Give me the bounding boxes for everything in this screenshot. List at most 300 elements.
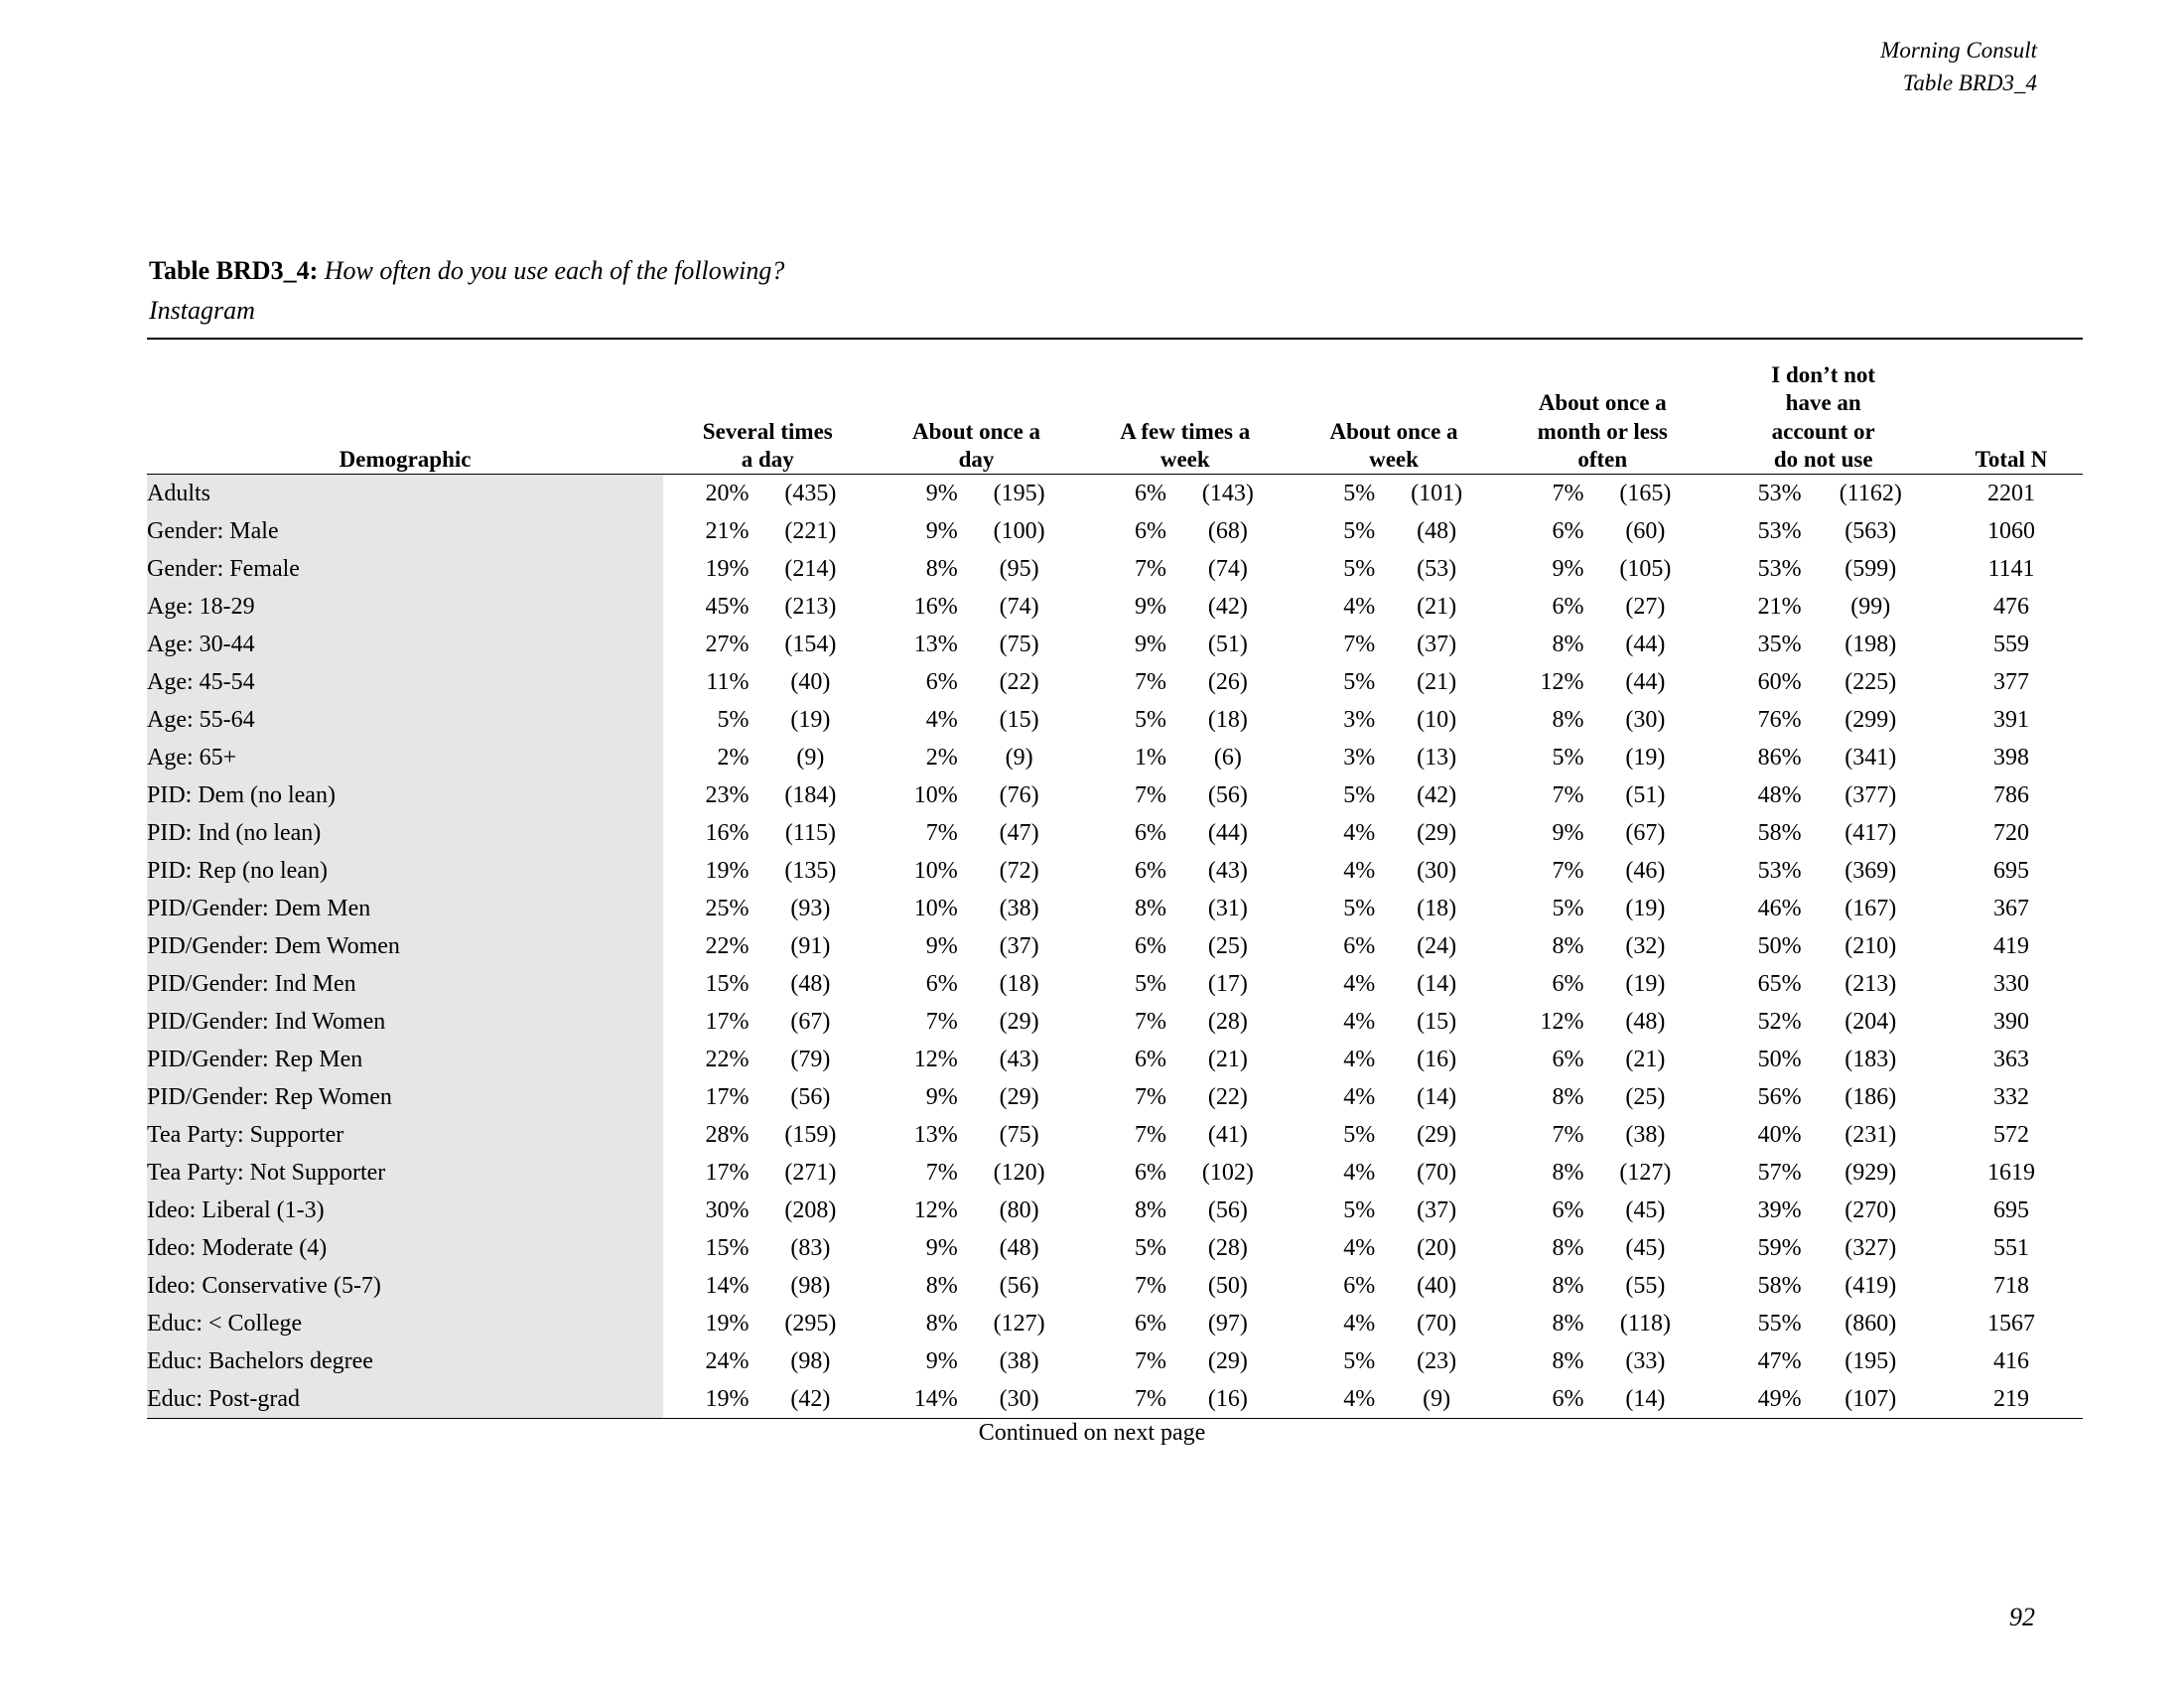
cell-total-n: 330 — [1993, 971, 2029, 998]
cell-count-several-times-a-day: (115) — [784, 820, 836, 847]
row-demographic-label: PID/Gender: Ind Women — [147, 1003, 663, 1041]
cell-percent-several-times-a-day: 28% — [705, 1122, 750, 1149]
cell-count-about-once-a-month-or-less: (32) — [1625, 933, 1666, 960]
cell-count-about-once-a-day: (75) — [999, 632, 1039, 658]
row-demographic-label: Ideo: Moderate (4) — [147, 1229, 663, 1267]
cell-count-about-once-a-month-or-less: (48) — [1625, 1009, 1666, 1036]
cell-total-n: 695 — [1993, 858, 2029, 885]
cell-count-a-few-times-a-week: (18) — [1207, 707, 1248, 734]
table-header-row — [147, 361, 2083, 474]
cell-total-n: 1567 — [1987, 1311, 2035, 1337]
table-row — [147, 1116, 2083, 1154]
table-row — [147, 1380, 2083, 1419]
cell-count-about-once-a-month-or-less: (19) — [1625, 745, 1666, 772]
cell-percent-several-times-a-day: 17% — [705, 1084, 750, 1111]
table-row — [147, 965, 2083, 1003]
cell-count-a-few-times-a-week: (29) — [1207, 1348, 1248, 1375]
cell-count-about-once-a-day: (80) — [999, 1197, 1039, 1224]
cell-count-about-once-a-week: (13) — [1417, 745, 1457, 772]
cell-count-several-times-a-day: (40) — [790, 669, 831, 696]
row-demographic-label: Tea Party: Supporter — [147, 1116, 663, 1154]
cell-percent-about-once-a-month-or-less: 5% — [1552, 745, 1584, 772]
cell-count-a-few-times-a-week: (21) — [1207, 1047, 1248, 1073]
cell-count-no-account-or-do-not-use: (341) — [1844, 745, 1897, 772]
cell-count-several-times-a-day: (56) — [790, 1084, 831, 1111]
table-row — [147, 588, 2083, 626]
cell-count-about-once-a-month-or-less: (33) — [1625, 1348, 1666, 1375]
cell-percent-no-account-or-do-not-use: 76% — [1757, 707, 1802, 734]
column-header-a-few-times-a-week: A few times a week — [1120, 418, 1251, 472]
cell-percent-a-few-times-a-week: 6% — [1134, 858, 1166, 885]
cell-percent-several-times-a-day: 19% — [705, 1311, 750, 1337]
cell-total-n: 718 — [1993, 1273, 2029, 1300]
cell-total-n: 219 — [1993, 1386, 2029, 1413]
cell-count-about-once-a-week: (29) — [1417, 1122, 1457, 1149]
row-demographic-label: Tea Party: Not Supporter — [147, 1154, 663, 1192]
cell-count-no-account-or-do-not-use: (99) — [1850, 594, 1891, 621]
cell-count-several-times-a-day: (208) — [784, 1197, 837, 1224]
cell-percent-no-account-or-do-not-use: 65% — [1757, 971, 1802, 998]
cell-count-about-once-a-week: (14) — [1417, 1084, 1457, 1111]
cell-percent-a-few-times-a-week: 7% — [1134, 1273, 1166, 1300]
cell-count-a-few-times-a-week: (42) — [1207, 594, 1248, 621]
cell-percent-about-once-a-month-or-less: 7% — [1552, 858, 1584, 885]
cell-total-n: 391 — [1993, 707, 2029, 734]
cell-count-about-once-a-day: (100) — [993, 518, 1045, 545]
cell-percent-a-few-times-a-week: 7% — [1134, 1122, 1166, 1149]
column-header-demographic: Demographic — [339, 446, 472, 472]
cell-percent-about-once-a-day: 6% — [925, 971, 958, 998]
row-demographic-label: Age: 65+ — [147, 739, 663, 776]
cell-count-several-times-a-day: (214) — [784, 556, 837, 583]
cell-count-about-once-a-month-or-less: (105) — [1619, 556, 1672, 583]
table-row — [147, 550, 2083, 588]
column-header-about-once-a-week: About once a week — [1329, 418, 1458, 472]
cell-count-about-once-a-week: (53) — [1417, 556, 1457, 583]
cell-count-several-times-a-day: (184) — [784, 782, 837, 809]
cell-count-about-once-a-month-or-less: (165) — [1619, 481, 1672, 507]
survey-table — [147, 338, 2083, 1419]
cell-count-about-once-a-week: (70) — [1417, 1160, 1457, 1187]
cell-percent-a-few-times-a-week: 6% — [1134, 481, 1166, 507]
cell-percent-about-once-a-week: 4% — [1343, 1311, 1376, 1337]
cell-percent-several-times-a-day: 19% — [705, 556, 750, 583]
row-demographic-label: Educ: Post-grad — [147, 1380, 663, 1419]
cell-total-n: 363 — [1993, 1047, 2029, 1073]
cell-count-no-account-or-do-not-use: (231) — [1844, 1122, 1897, 1149]
cell-percent-no-account-or-do-not-use: 52% — [1757, 1009, 1802, 1036]
cell-percent-no-account-or-do-not-use: 50% — [1757, 1047, 1802, 1073]
cell-percent-a-few-times-a-week: 5% — [1134, 971, 1166, 998]
cell-count-about-once-a-month-or-less: (55) — [1625, 1273, 1666, 1300]
cell-count-no-account-or-do-not-use: (270) — [1844, 1197, 1897, 1224]
cell-percent-about-once-a-day: 4% — [925, 707, 958, 734]
cell-count-several-times-a-day: (93) — [790, 896, 831, 922]
row-demographic-label: PID/Gender: Ind Men — [147, 965, 663, 1003]
cell-total-n: 332 — [1993, 1084, 2029, 1111]
page-number: 92 — [2009, 1603, 2035, 1631]
cell-percent-about-once-a-month-or-less: 6% — [1552, 971, 1584, 998]
cell-percent-about-once-a-day: 13% — [913, 632, 958, 658]
cell-count-about-once-a-day: (120) — [993, 1160, 1045, 1187]
table-row — [147, 475, 2083, 513]
cell-percent-about-once-a-month-or-less: 9% — [1552, 556, 1584, 583]
row-demographic-label: Adults — [147, 475, 663, 513]
row-demographic-label: PID: Ind (no lean) — [147, 814, 663, 852]
cell-percent-about-once-a-day: 2% — [925, 745, 958, 772]
cell-percent-a-few-times-a-week: 8% — [1134, 896, 1166, 922]
cell-percent-no-account-or-do-not-use: 35% — [1757, 632, 1802, 658]
cell-percent-about-once-a-month-or-less: 8% — [1552, 1348, 1584, 1375]
cell-count-about-once-a-day: (195) — [993, 481, 1045, 507]
cell-count-several-times-a-day: (295) — [784, 1311, 837, 1337]
cell-count-several-times-a-day: (98) — [790, 1348, 831, 1375]
cell-percent-about-once-a-week: 5% — [1343, 669, 1376, 696]
table-row — [147, 1305, 2083, 1342]
cell-count-about-once-a-day: (38) — [999, 896, 1039, 922]
cell-percent-about-once-a-month-or-less: 8% — [1552, 1084, 1584, 1111]
cell-count-a-few-times-a-week: (51) — [1207, 632, 1248, 658]
cell-count-about-once-a-month-or-less: (27) — [1625, 594, 1666, 621]
cell-count-several-times-a-day: (67) — [790, 1009, 831, 1036]
cell-count-several-times-a-day: (159) — [784, 1122, 837, 1149]
cell-percent-a-few-times-a-week: 6% — [1134, 933, 1166, 960]
cell-percent-about-once-a-week: 4% — [1343, 1084, 1376, 1111]
cell-percent-a-few-times-a-week: 9% — [1134, 594, 1166, 621]
cell-count-about-once-a-month-or-less: (44) — [1625, 669, 1666, 696]
cell-total-n: 551 — [1993, 1235, 2029, 1262]
cell-count-about-once-a-week: (29) — [1417, 820, 1457, 847]
cell-count-several-times-a-day: (271) — [784, 1160, 837, 1187]
cell-percent-a-few-times-a-week: 5% — [1134, 1235, 1166, 1262]
cell-count-about-once-a-day: (56) — [999, 1273, 1039, 1300]
table-row — [147, 1003, 2083, 1041]
cell-count-several-times-a-day: (48) — [790, 971, 831, 998]
cell-percent-about-once-a-week: 5% — [1343, 1348, 1376, 1375]
cell-percent-about-once-a-month-or-less: 9% — [1552, 820, 1584, 847]
cell-count-no-account-or-do-not-use: (210) — [1844, 933, 1897, 960]
row-demographic-label: Age: 30-44 — [147, 626, 663, 663]
cell-percent-about-once-a-month-or-less: 12% — [1540, 669, 1584, 696]
cell-percent-no-account-or-do-not-use: 57% — [1757, 1160, 1802, 1187]
cell-percent-no-account-or-do-not-use: 46% — [1757, 896, 1802, 922]
cell-count-several-times-a-day: (135) — [784, 858, 837, 885]
cell-total-n: 1619 — [1987, 1160, 2035, 1187]
cell-count-about-once-a-week: (21) — [1417, 594, 1457, 621]
cell-count-a-few-times-a-week: (102) — [1201, 1160, 1254, 1187]
cell-count-no-account-or-do-not-use: (369) — [1844, 858, 1897, 885]
row-demographic-label: PID/Gender: Dem Women — [147, 927, 663, 965]
table-row — [147, 1267, 2083, 1305]
cell-count-about-once-a-week: (42) — [1417, 782, 1457, 809]
table-row — [147, 1342, 2083, 1380]
cell-percent-about-once-a-month-or-less: 7% — [1552, 782, 1584, 809]
cell-count-a-few-times-a-week: (31) — [1207, 896, 1248, 922]
cell-total-n: 367 — [1993, 896, 2029, 922]
cell-count-no-account-or-do-not-use: (167) — [1844, 896, 1897, 922]
cell-count-about-once-a-month-or-less: (25) — [1625, 1084, 1666, 1111]
cell-count-about-once-a-day: (38) — [999, 1348, 1039, 1375]
cell-count-about-once-a-week: (40) — [1417, 1273, 1457, 1300]
cell-percent-about-once-a-week: 6% — [1343, 933, 1376, 960]
cell-count-about-once-a-day: (22) — [999, 669, 1039, 696]
cell-count-about-once-a-day: (30) — [999, 1386, 1039, 1413]
column-header-no-account-or-do-not-use: I don’t not have an account or do not use — [1771, 362, 1876, 472]
cell-percent-a-few-times-a-week: 1% — [1134, 745, 1166, 772]
row-demographic-label: Ideo: Liberal (1-3) — [147, 1192, 663, 1229]
cell-percent-no-account-or-do-not-use: 59% — [1757, 1235, 1802, 1262]
cell-percent-no-account-or-do-not-use: 40% — [1757, 1122, 1802, 1149]
cell-percent-no-account-or-do-not-use: 49% — [1757, 1386, 1802, 1413]
cell-count-about-once-a-day: (43) — [999, 1047, 1039, 1073]
cell-count-about-once-a-month-or-less: (14) — [1625, 1386, 1666, 1413]
cell-total-n: 390 — [1993, 1009, 2029, 1036]
cell-percent-several-times-a-day: 24% — [705, 1348, 750, 1375]
cell-percent-several-times-a-day: 22% — [705, 1047, 750, 1073]
cell-count-about-once-a-week: (37) — [1417, 632, 1457, 658]
cell-percent-about-once-a-day: 16% — [913, 594, 958, 621]
table-title-question: How often do you use each of the following? — [324, 256, 785, 285]
cell-percent-about-once-a-week: 4% — [1343, 594, 1376, 621]
cell-count-a-few-times-a-week: (44) — [1207, 820, 1248, 847]
cell-count-about-once-a-week: (37) — [1417, 1197, 1457, 1224]
cell-count-a-few-times-a-week: (17) — [1207, 971, 1248, 998]
cell-percent-about-once-a-month-or-less: 8% — [1552, 933, 1584, 960]
cell-total-n: 398 — [1993, 745, 2029, 772]
cell-percent-a-few-times-a-week: 6% — [1134, 1160, 1166, 1187]
row-demographic-label: Age: 18-29 — [147, 588, 663, 626]
cell-count-about-once-a-month-or-less: (51) — [1625, 782, 1666, 809]
cell-total-n: 559 — [1993, 632, 2029, 658]
cell-percent-several-times-a-day: 15% — [705, 971, 750, 998]
cell-percent-several-times-a-day: 2% — [717, 745, 750, 772]
cell-percent-about-once-a-month-or-less: 5% — [1552, 896, 1584, 922]
cell-percent-several-times-a-day: 45% — [705, 594, 750, 621]
cell-count-about-once-a-month-or-less: (127) — [1619, 1160, 1672, 1187]
cell-count-about-once-a-week: (70) — [1417, 1311, 1457, 1337]
cell-percent-a-few-times-a-week: 6% — [1134, 1047, 1166, 1073]
cell-percent-about-once-a-month-or-less: 6% — [1552, 1047, 1584, 1073]
row-demographic-label: PID: Rep (no lean) — [147, 852, 663, 890]
table-row — [147, 776, 2083, 814]
cell-percent-about-once-a-month-or-less: 8% — [1552, 632, 1584, 658]
cell-percent-several-times-a-day: 5% — [717, 707, 750, 734]
cell-percent-about-once-a-week: 5% — [1343, 896, 1376, 922]
cell-percent-several-times-a-day: 14% — [705, 1273, 750, 1300]
table-row — [147, 701, 2083, 739]
cell-count-about-once-a-month-or-less: (38) — [1625, 1122, 1666, 1149]
cell-total-n: 695 — [1993, 1197, 2029, 1224]
cell-percent-about-once-a-month-or-less: 6% — [1552, 594, 1584, 621]
cell-total-n: 1060 — [1987, 518, 2035, 545]
cell-count-several-times-a-day: (98) — [790, 1273, 831, 1300]
cell-percent-no-account-or-do-not-use: 53% — [1757, 518, 1802, 545]
cell-total-n: 377 — [1993, 669, 2029, 696]
cell-percent-about-once-a-week: 5% — [1343, 481, 1376, 507]
cell-count-no-account-or-do-not-use: (417) — [1844, 820, 1897, 847]
cell-count-about-once-a-month-or-less: (118) — [1619, 1311, 1671, 1337]
table-row — [147, 927, 2083, 965]
cell-count-a-few-times-a-week: (56) — [1207, 782, 1248, 809]
cell-percent-a-few-times-a-week: 7% — [1134, 669, 1166, 696]
cell-percent-no-account-or-do-not-use: 48% — [1757, 782, 1802, 809]
cell-percent-about-once-a-week: 3% — [1343, 707, 1376, 734]
cell-percent-about-once-a-day: 7% — [925, 820, 958, 847]
cell-percent-about-once-a-month-or-less: 6% — [1552, 1197, 1584, 1224]
cell-count-about-once-a-month-or-less: (60) — [1625, 518, 1666, 545]
cell-total-n: 416 — [1993, 1348, 2029, 1375]
column-header-total-n: Total N — [1975, 446, 2048, 472]
cell-count-no-account-or-do-not-use: (860) — [1844, 1311, 1897, 1337]
cell-count-about-once-a-month-or-less: (45) — [1625, 1197, 1666, 1224]
running-head-publisher: Morning Consult — [1880, 38, 2037, 63]
cell-percent-about-once-a-day: 9% — [925, 1084, 958, 1111]
cell-count-a-few-times-a-week: (143) — [1201, 481, 1254, 507]
cell-percent-about-once-a-week: 7% — [1343, 632, 1376, 658]
cell-percent-several-times-a-day: 16% — [705, 820, 750, 847]
cell-count-about-once-a-day: (47) — [999, 820, 1039, 847]
row-demographic-label: Ideo: Conservative (5-7) — [147, 1267, 663, 1305]
cell-count-several-times-a-day: (19) — [790, 707, 831, 734]
column-header-about-once-a-month-or-less: About once a month or less often — [1537, 390, 1668, 472]
cell-percent-about-once-a-day: 8% — [925, 1311, 958, 1337]
cell-count-about-once-a-month-or-less: (19) — [1625, 896, 1666, 922]
cell-percent-a-few-times-a-week: 6% — [1134, 518, 1166, 545]
cell-count-no-account-or-do-not-use: (225) — [1844, 669, 1897, 696]
cell-count-several-times-a-day: (42) — [790, 1386, 831, 1413]
cell-percent-about-once-a-week: 4% — [1343, 820, 1376, 847]
cell-percent-a-few-times-a-week: 7% — [1134, 1084, 1166, 1111]
cell-count-about-once-a-week: (16) — [1417, 1047, 1457, 1073]
running-head-table-ref: Table BRD3_4 — [1902, 70, 2037, 96]
cell-percent-about-once-a-month-or-less: 7% — [1552, 1122, 1584, 1149]
cell-percent-no-account-or-do-not-use: 86% — [1757, 745, 1802, 772]
cell-percent-about-once-a-week: 5% — [1343, 556, 1376, 583]
cell-percent-about-once-a-day: 9% — [925, 1348, 958, 1375]
cell-percent-about-once-a-week: 4% — [1343, 858, 1376, 885]
cell-count-about-once-a-week: (10) — [1417, 707, 1457, 734]
cell-count-no-account-or-do-not-use: (195) — [1844, 1348, 1897, 1375]
cell-percent-about-once-a-week: 5% — [1343, 782, 1376, 809]
cell-percent-about-once-a-day: 8% — [925, 556, 958, 583]
cell-percent-about-once-a-day: 13% — [913, 1122, 958, 1149]
cell-count-no-account-or-do-not-use: (186) — [1844, 1084, 1897, 1111]
cell-percent-about-once-a-month-or-less: 6% — [1552, 1386, 1584, 1413]
cell-percent-about-once-a-month-or-less: 7% — [1552, 481, 1584, 507]
cell-count-about-once-a-day: (76) — [999, 782, 1039, 809]
column-header-about-once-a-day: About once a day — [911, 418, 1041, 472]
cell-percent-about-once-a-week: 4% — [1343, 1160, 1376, 1187]
cell-percent-no-account-or-do-not-use: 60% — [1757, 669, 1802, 696]
cell-count-no-account-or-do-not-use: (107) — [1844, 1386, 1897, 1413]
cell-count-about-once-a-day: (29) — [999, 1009, 1039, 1036]
cell-count-about-once-a-day: (37) — [999, 933, 1039, 960]
table-row — [147, 1041, 2083, 1078]
cell-percent-no-account-or-do-not-use: 56% — [1757, 1084, 1802, 1111]
cell-percent-a-few-times-a-week: 6% — [1134, 820, 1166, 847]
cell-count-several-times-a-day: (79) — [790, 1047, 831, 1073]
cell-count-about-once-a-day: (29) — [999, 1084, 1039, 1111]
cell-percent-about-once-a-day: 14% — [913, 1386, 958, 1413]
cell-percent-a-few-times-a-week: 7% — [1134, 1348, 1166, 1375]
cell-percent-about-once-a-week: 4% — [1343, 1009, 1376, 1036]
cell-percent-several-times-a-day: 17% — [705, 1009, 750, 1036]
running-head — [1880, 34, 2037, 100]
cell-total-n: 419 — [1993, 933, 2029, 960]
cell-percent-about-once-a-day: 9% — [925, 518, 958, 545]
cell-count-about-once-a-day: (127) — [993, 1311, 1045, 1337]
cell-count-no-account-or-do-not-use: (204) — [1844, 1009, 1897, 1036]
table-row — [147, 512, 2083, 550]
cell-count-about-once-a-week: (14) — [1417, 971, 1457, 998]
cell-total-n: 476 — [1993, 594, 2029, 621]
row-demographic-label: Educ: Bachelors degree — [147, 1342, 663, 1380]
cell-count-several-times-a-day: (154) — [784, 632, 837, 658]
cell-percent-about-once-a-day: 9% — [925, 933, 958, 960]
cell-count-a-few-times-a-week: (25) — [1207, 933, 1248, 960]
cell-count-no-account-or-do-not-use: (213) — [1844, 971, 1897, 998]
table-row — [147, 1192, 2083, 1229]
cell-count-about-once-a-day: (18) — [999, 971, 1039, 998]
cell-count-about-once-a-week: (15) — [1417, 1009, 1457, 1036]
row-demographic-label: Educ: < College — [147, 1305, 663, 1342]
table-row — [147, 1229, 2083, 1267]
cell-count-about-once-a-month-or-less: (67) — [1625, 820, 1666, 847]
cell-count-about-once-a-day: (75) — [999, 1122, 1039, 1149]
cell-percent-several-times-a-day: 23% — [705, 782, 750, 809]
cell-percent-no-account-or-do-not-use: 58% — [1757, 1273, 1802, 1300]
cell-count-about-once-a-month-or-less: (19) — [1625, 971, 1666, 998]
cell-count-a-few-times-a-week: (50) — [1207, 1273, 1248, 1300]
cell-percent-no-account-or-do-not-use: 50% — [1757, 933, 1802, 960]
cell-total-n: 1141 — [1987, 556, 2035, 583]
cell-count-a-few-times-a-week: (56) — [1207, 1197, 1248, 1224]
row-demographic-label: Age: 45-54 — [147, 663, 663, 701]
cell-count-no-account-or-do-not-use: (929) — [1844, 1160, 1897, 1187]
cell-percent-about-once-a-day: 12% — [913, 1197, 958, 1224]
cell-percent-several-times-a-day: 30% — [705, 1197, 750, 1224]
cell-percent-about-once-a-month-or-less: 8% — [1552, 1160, 1584, 1187]
cell-count-about-once-a-month-or-less: (44) — [1625, 632, 1666, 658]
cell-count-about-once-a-day: (95) — [999, 556, 1039, 583]
cell-percent-several-times-a-day: 15% — [705, 1235, 750, 1262]
cell-percent-no-account-or-do-not-use: 55% — [1757, 1311, 1802, 1337]
cell-percent-several-times-a-day: 19% — [705, 1386, 750, 1413]
cell-percent-several-times-a-day: 19% — [705, 858, 750, 885]
table-subtitle: Instagram — [149, 296, 255, 325]
row-demographic-label: Gender: Female — [147, 550, 663, 588]
table-title-label: Table BRD3_4: — [149, 256, 319, 285]
cell-percent-no-account-or-do-not-use: 21% — [1757, 594, 1802, 621]
cell-percent-about-once-a-week: 4% — [1343, 1235, 1376, 1262]
cell-percent-about-once-a-day: 10% — [913, 782, 958, 809]
cell-percent-about-once-a-day: 7% — [925, 1009, 958, 1036]
continued-note: Continued on next page — [978, 1420, 1206, 1446]
cell-percent-about-once-a-day: 9% — [925, 481, 958, 507]
cell-percent-a-few-times-a-week: 7% — [1134, 1386, 1166, 1413]
cell-total-n: 720 — [1993, 820, 2029, 847]
cell-percent-a-few-times-a-week: 6% — [1134, 1311, 1166, 1337]
cell-count-no-account-or-do-not-use: (563) — [1844, 518, 1897, 545]
cell-count-several-times-a-day: (213) — [784, 594, 837, 621]
cell-percent-about-once-a-day: 10% — [913, 858, 958, 885]
table-row — [147, 814, 2083, 852]
cell-percent-a-few-times-a-week: 7% — [1134, 782, 1166, 809]
cell-count-about-once-a-day: (48) — [999, 1235, 1039, 1262]
cell-percent-about-once-a-day: 10% — [913, 896, 958, 922]
cell-percent-no-account-or-do-not-use: 47% — [1757, 1348, 1802, 1375]
cell-percent-about-once-a-week: 5% — [1343, 1197, 1376, 1224]
